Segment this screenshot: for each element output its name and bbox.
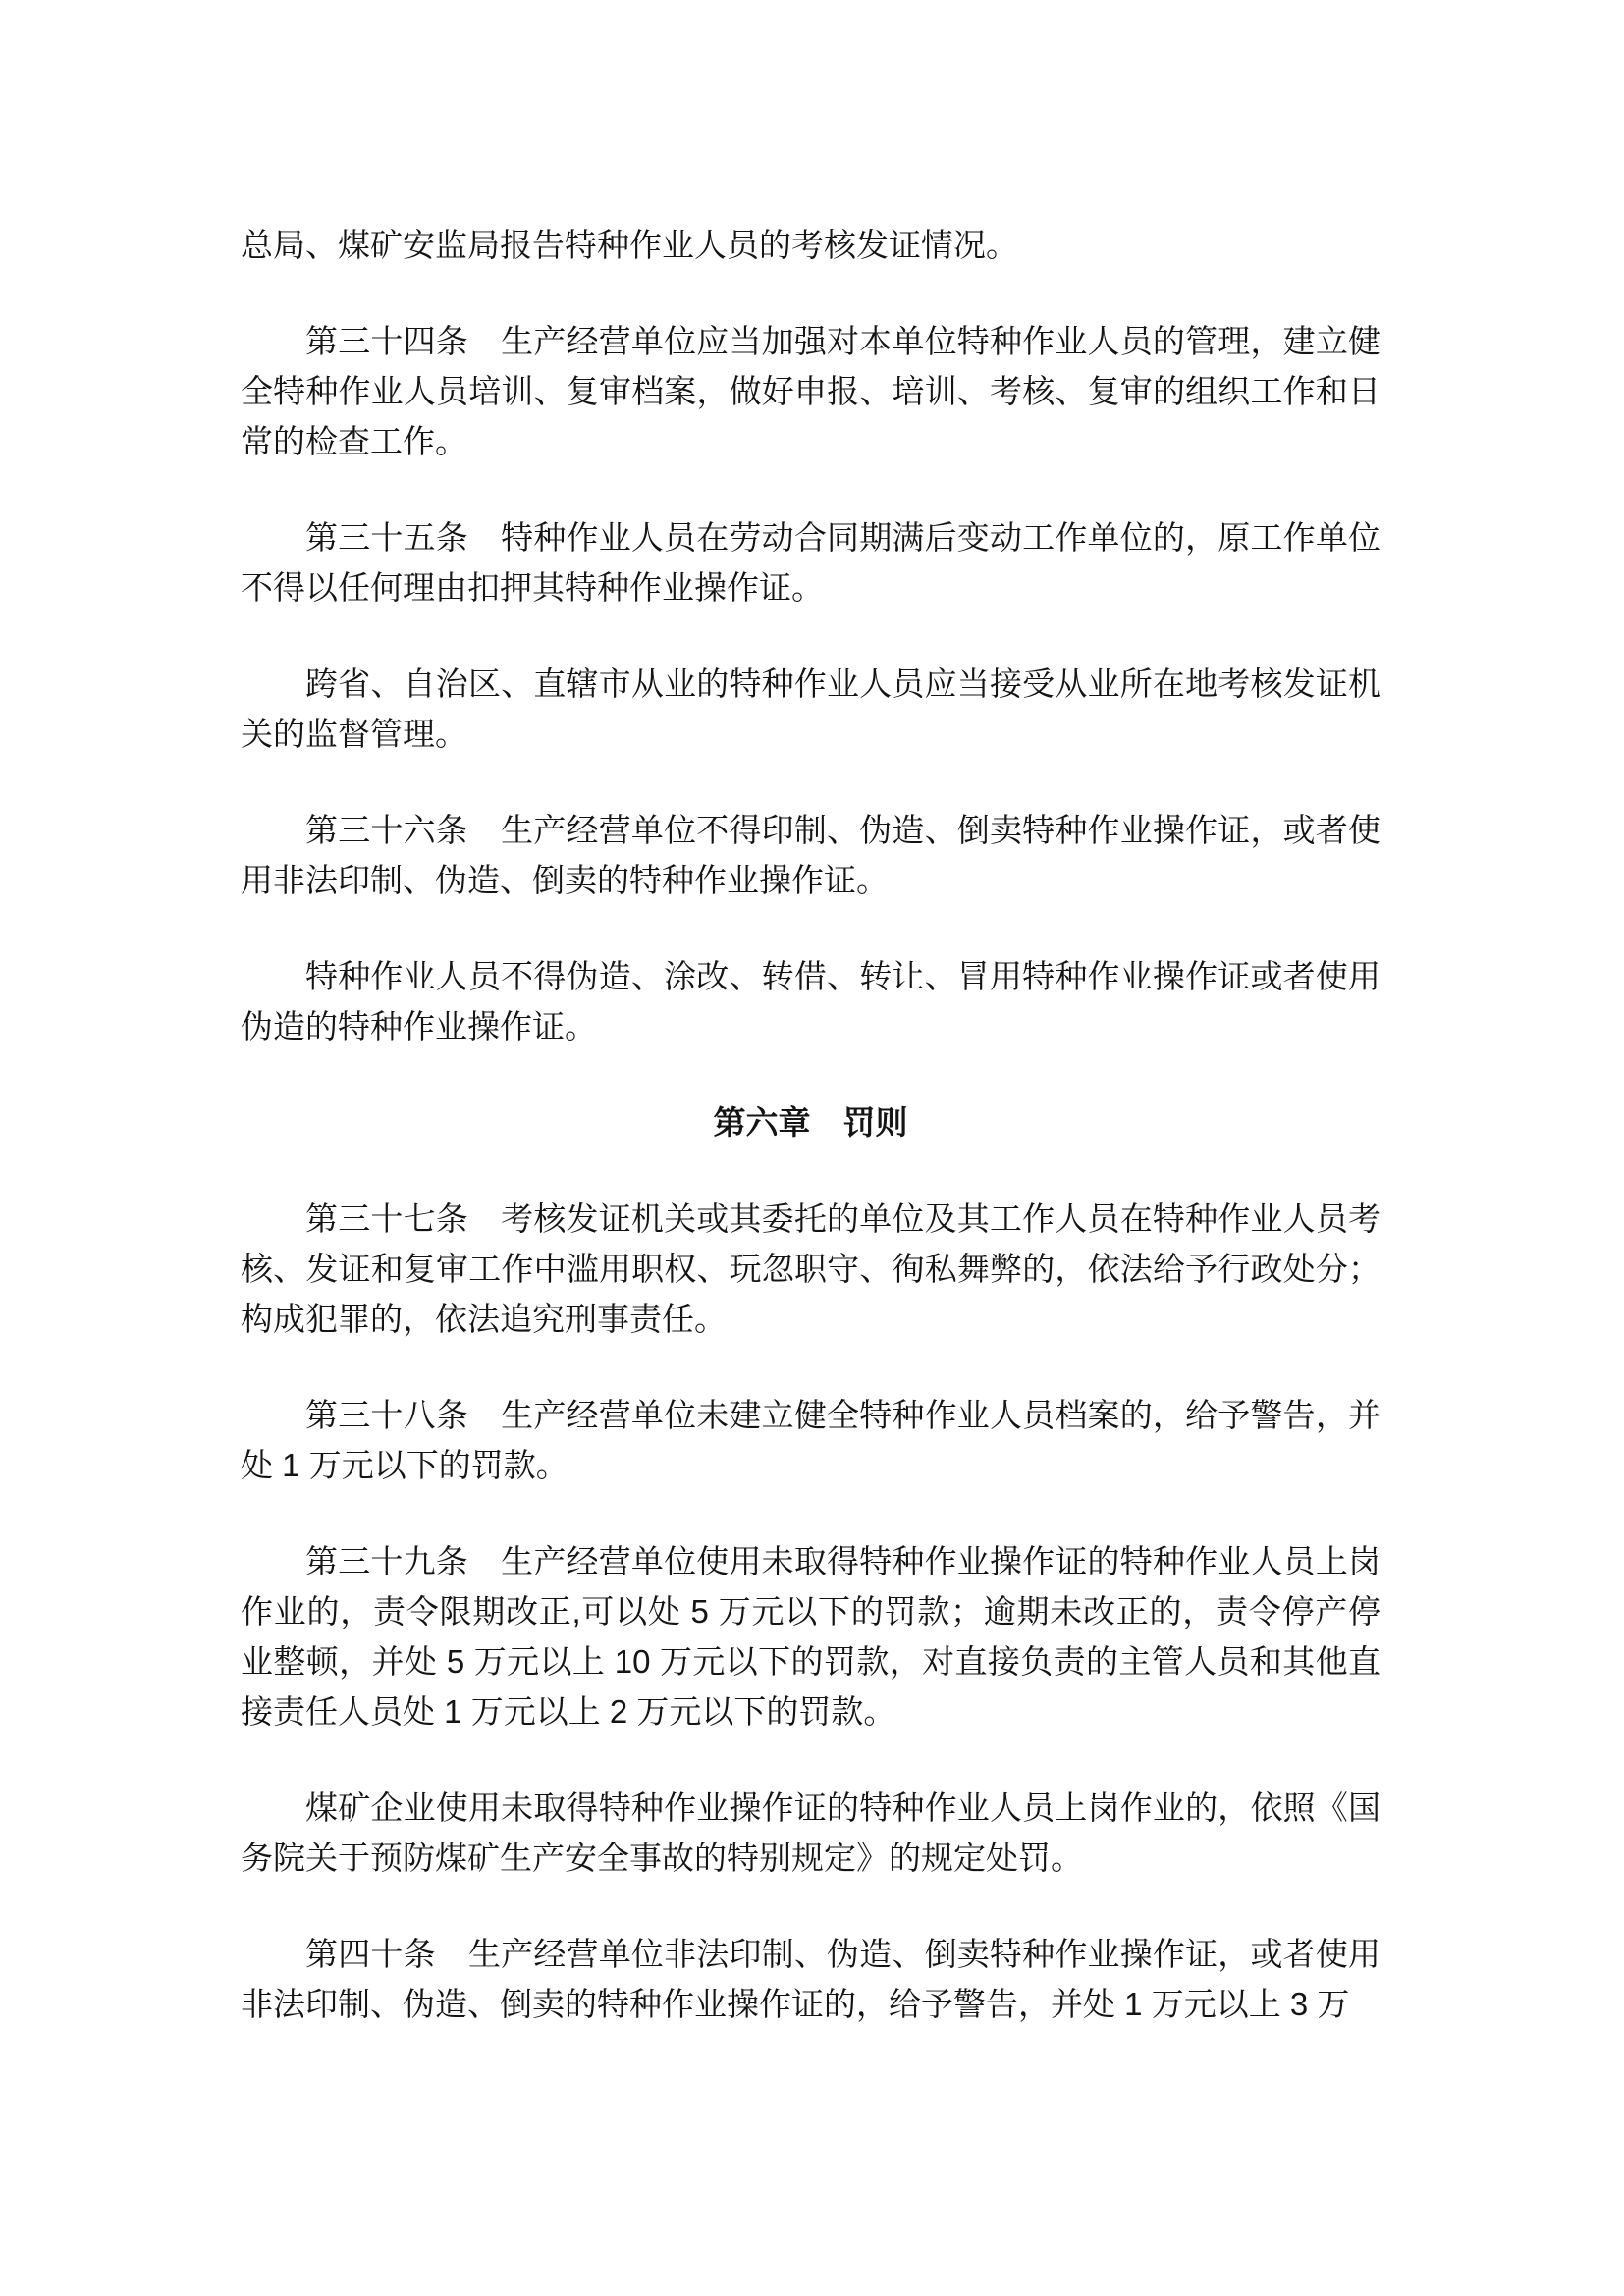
paragraph: 第三十八条 生产经营单位未建立健全特种作业人员档案的，给予警告，并处 1 万元以下的罚款。 <box>241 1397 1380 1483</box>
paragraph: 第三十九条 生产经营单位使用未取得特种作业操作证的特种作业人员上岗作业的，责令限期改正,可以处 5 万元以下的罚款；逾期未改正的，责令停产停业整顿，并处 5 万元以上 10 万元以下的罚款，对直接负责的主管人员和其他直接责任人员处 1 万元以上 2 万元以下的罚款。 <box>241 1543 1380 1730</box>
paragraph: 第三十四条 生产经营单位应当加强对本单位特种作业人员的管理，建立健全特种作业人员培训、复审档案，做好申报、培训、考核、复审的组织工作和日常的检查工作。 <box>241 323 1380 459</box>
paragraph: 跨省、自治区、直辖市从业的特种作业人员应当接受从业所在地考核发证机关的监督管理。 <box>241 666 1380 752</box>
chapter-heading: 第六章 罚则 <box>713 1104 908 1141</box>
paragraph: 总局、煤矿安监局报告特种作业人员的考核发证情况。 <box>241 227 1018 263</box>
paragraph: 特种作业人员不得伪造、涂改、转借、转让、冒用特种作业操作证或者使用伪造的特种作业操作证。 <box>241 958 1380 1044</box>
paragraph: 第三十五条 特种作业人员在劳动合同期满后变动工作单位的，原工作单位不得以任何理由扣押其特种作业操作证。 <box>241 519 1380 606</box>
paragraph: 第三十七条 考核发证机关或其委托的单位及其工作人员在特种作业人员考核、发证和复审工作中滥用职权、玩忽职守、徇私舞弊的，依法给予行政处分；构成犯罪的，依法追究刑事责任。 <box>241 1201 1380 1337</box>
paragraph: 第四十条 生产经营单位非法印制、伪造、倒卖特种作业操作证，或者使用非法印制、伪造、倒卖的特种作业操作证的，给予警告，并处 1 万元以上 3 万 <box>241 1936 1380 2022</box>
paragraph: 第三十六条 生产经营单位不得印制、伪造、倒卖特种作业操作证，或者使用非法印制、伪造、倒卖的特种作业操作证。 <box>241 812 1380 898</box>
paragraph: 煤矿企业使用未取得特种作业操作证的特种作业人员上岗作业的，依照《国务院关于预防煤矿生产安全事故的特别规定》的规定处罚。 <box>241 1789 1380 1876</box>
